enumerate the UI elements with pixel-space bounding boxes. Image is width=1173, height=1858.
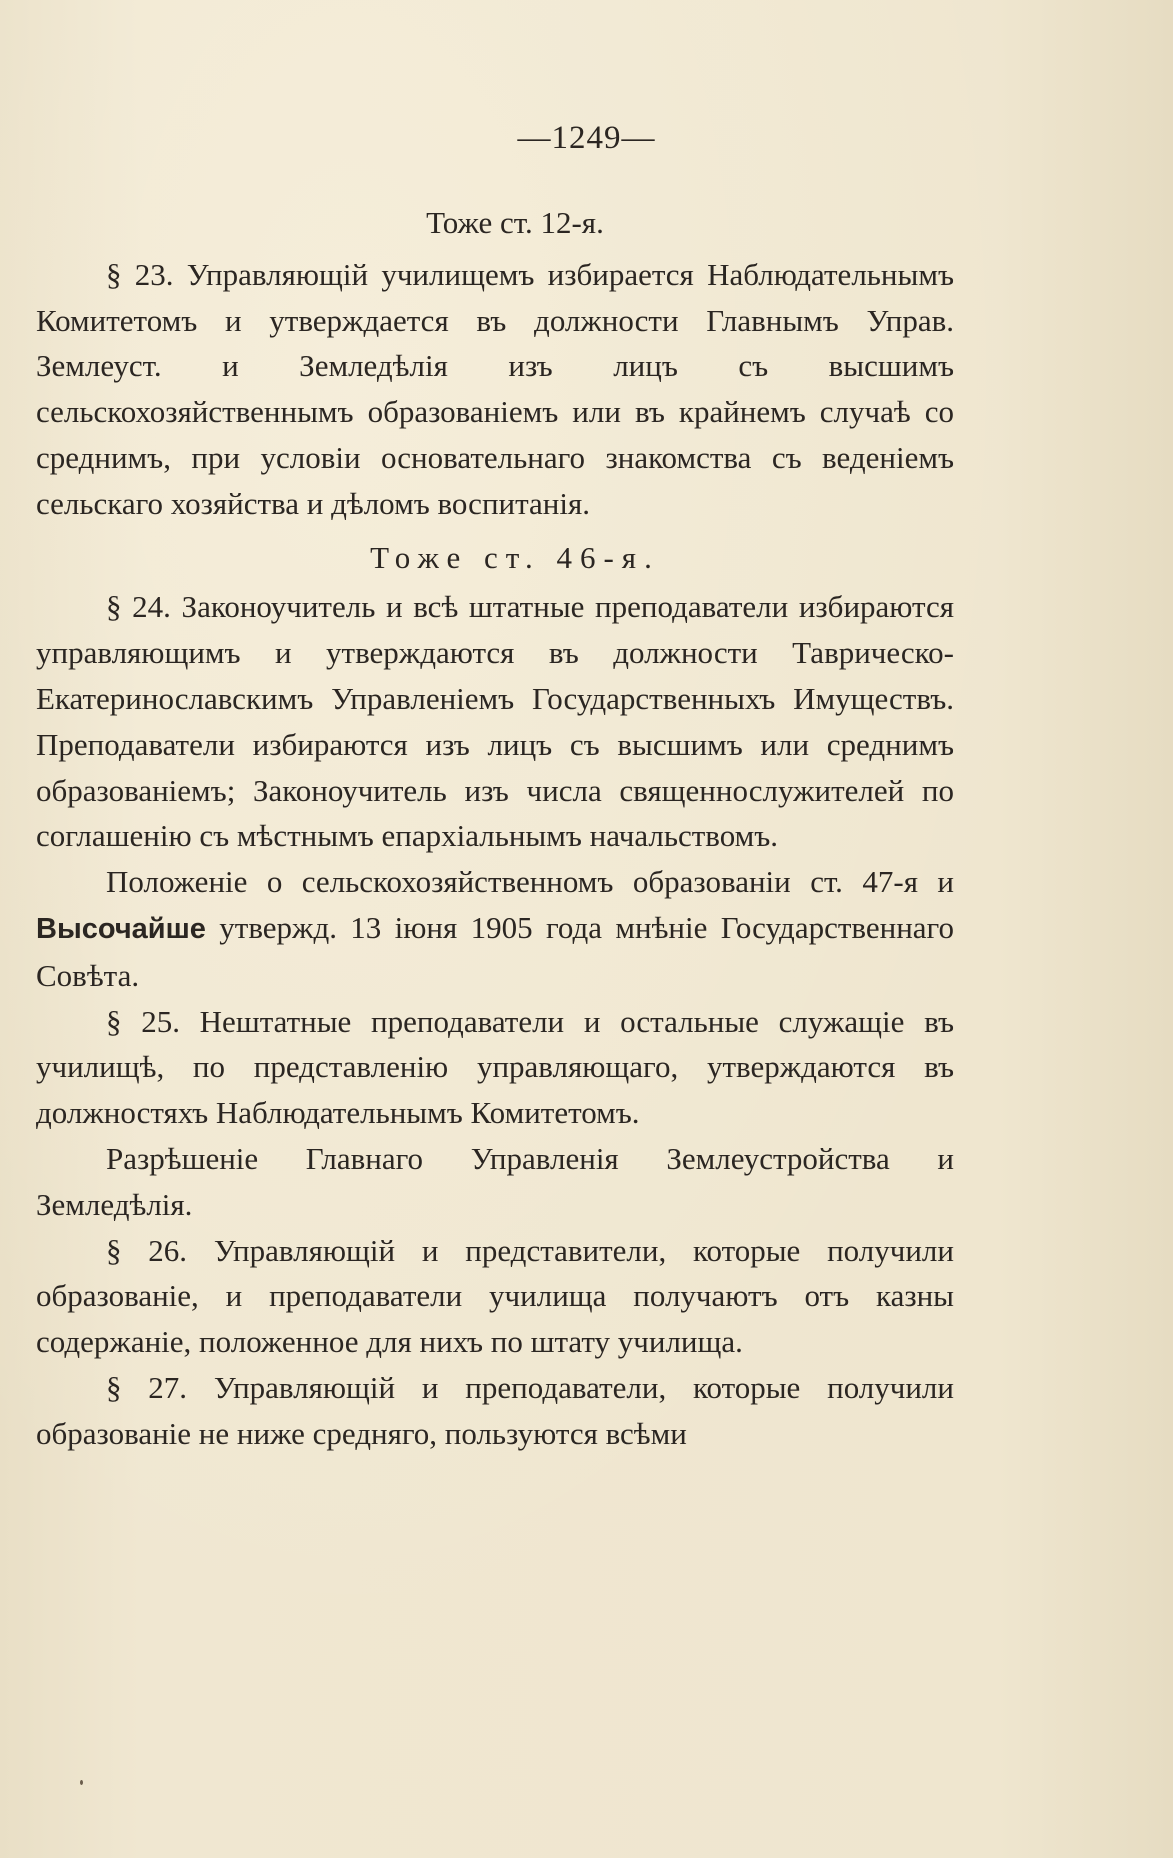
section-heading-article-12: Тоже ст. 12-я.	[426, 205, 604, 240]
paper-blemish	[80, 1780, 83, 1785]
law-reference-text-end: утвержд. 13 іюня 1905 года мнѣніе Государственнаго Совѣта.	[36, 909, 954, 993]
paragraph-law-reference	[36, 859, 954, 998]
document-body	[36, 200, 954, 1457]
law-reference-text-start: Положеніе о сельскохозяйственномъ образованіи ст. 47-я и	[106, 864, 954, 900]
paragraph-23: § 23. Управляющій училищемъ избирается Наблюдательнымъ Комитетомъ и утверждается въ должности Главнымъ Управ. Землеуст. и Земледѣлія изъ лицъ съ высшимъ сельскохозяйственнымъ образованіемъ или въ крайнемъ случаѣ со среднимъ, при условіи основательнаго знакомства съ веденіемъ сельскаго хозяйства и дѣломъ воспитанія.	[36, 256, 954, 521]
section-heading-article-46: Тоже ст. 46-я.	[370, 539, 660, 575]
paragraph-27: § 27. Управляющій и преподаватели, которые получили образованіе не ниже средняго, пользуются всѣми	[36, 1369, 954, 1451]
paragraph-25: § 25. Нештатные преподаватели и остальные служащіе въ училищѣ, по представленію управляющаго, утверждаются въ должностяхъ Наблюдательнымъ Комитетомъ.	[36, 1003, 954, 1131]
paragraph-permission: Разрѣшеніе Главнаго Управленія Землеустройства и Земледѣлія.	[36, 1140, 954, 1222]
page-number: —1249—	[517, 120, 656, 156]
paragraph-26: § 26. Управляющій и представители, которые получили образованіе, и преподаватели училища получаютъ отъ казны содержаніе, положенное для нихъ по штату училища.	[36, 1232, 954, 1360]
paragraph-24: § 24. Законоучитель и всѣ штатные преподаватели избираются управляющимъ и утверждаются въ должности Таврическо-Екатеринославскимъ Управленіемъ Государственныхъ Имуществъ. Преподаватели избираются изъ лицъ съ высшимъ или среднимъ образованіемъ; Законоучитель изъ числа священнослужителей по соглашенію съ мѣстнымъ епархіальнымъ начальствомъ.	[36, 589, 954, 854]
law-reference-bold-word: Высочайше	[36, 912, 206, 945]
